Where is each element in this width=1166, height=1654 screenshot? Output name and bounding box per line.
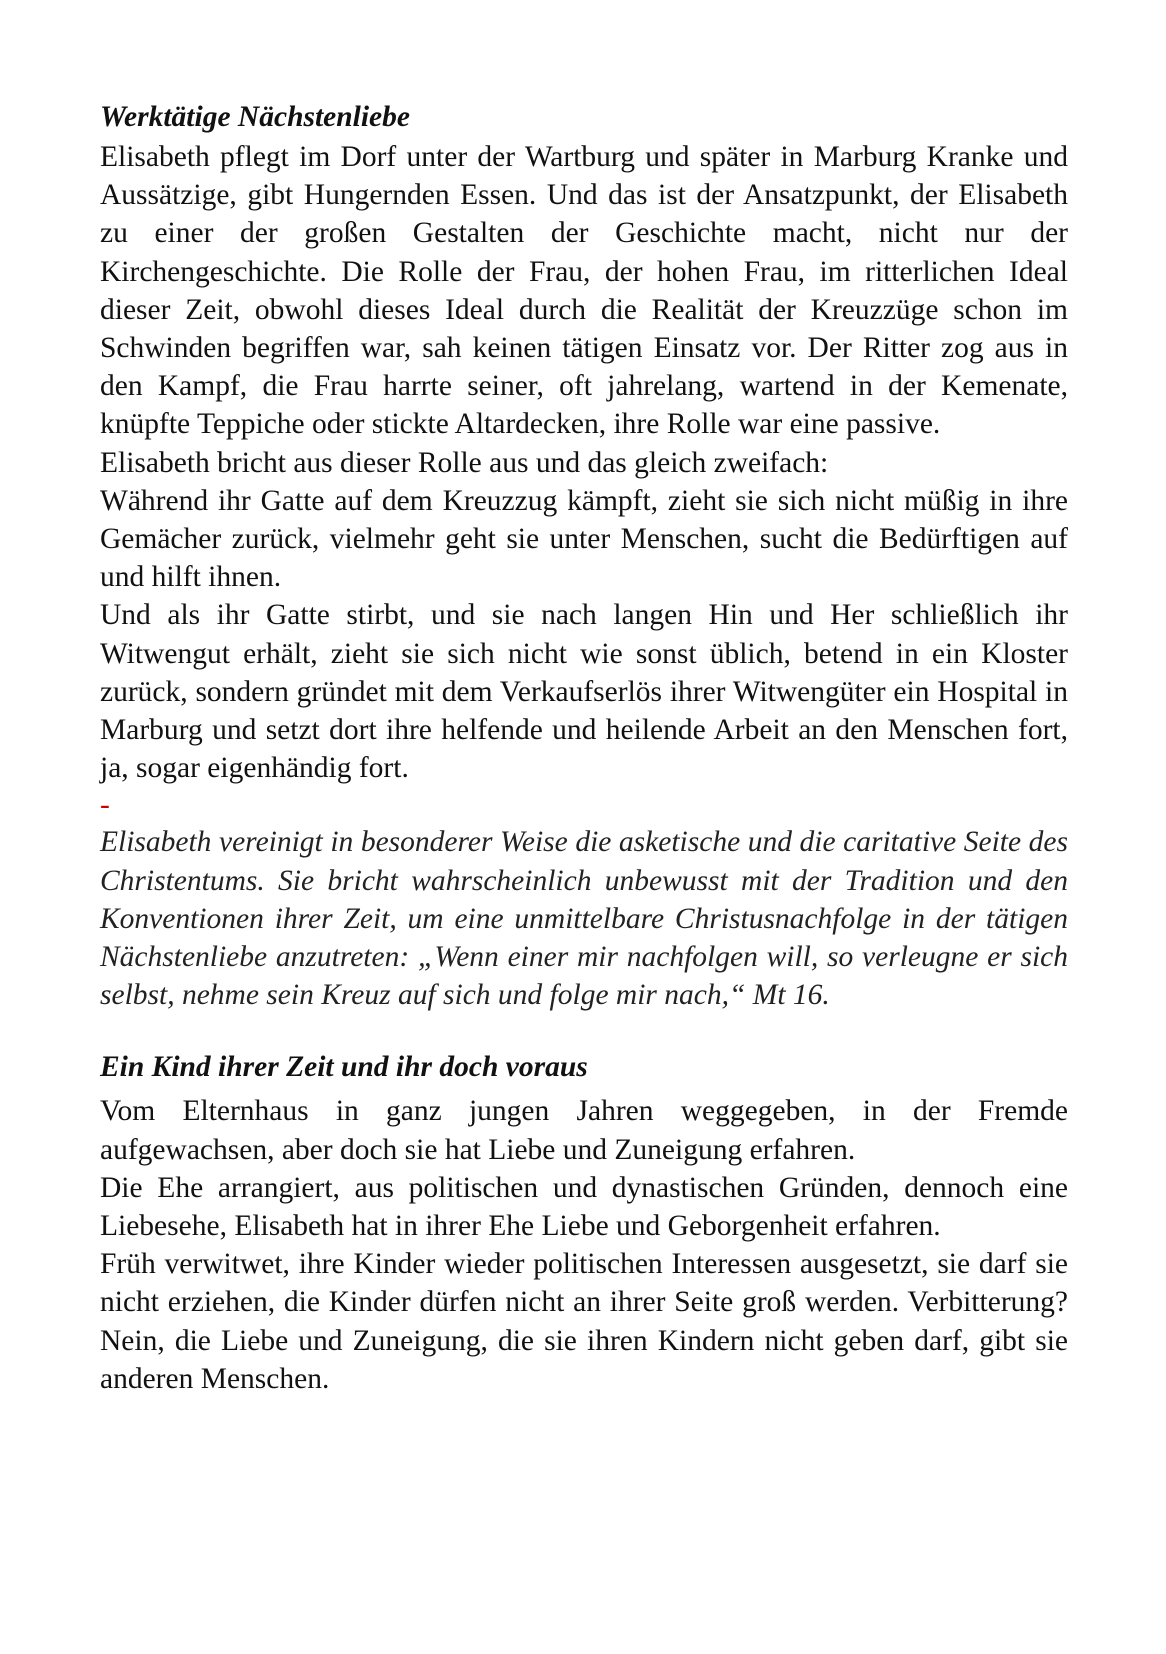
- section-heading-werktaetige-naechstenliebe: Werktätige Nächstenliebe: [100, 101, 410, 133]
- paragraph-elternhaus: Vom Elternhaus in ganz jungen Jahren weggegeben, in der Fremde aufgewachsen, aber doch sie hat Liebe und Zuneigung erfahren.: [100, 1095, 1068, 1166]
- paragraph-verwitwet: Früh verwitwet, ihre Kinder wieder politischen Interessen ausgesetzt, sie darf sie nicht erziehen, die Kinder dürfen nicht an ihrer Seite groß werden. Verbitterung? Nein, die Liebe und Zuneigung, die sie ihren Kindern nicht geben darf, gibt sie anderen Menschen.: [100, 1248, 1068, 1395]
- italic-quote-block: [100, 823, 1068, 1014]
- paragraph-hospital: Und als ihr Gatte stirbt, und sie nach langen Hin und Her schließlich ihr Witwengut erhält, zieht sie sich nicht wie sonst üblich, betend in ein Kloster zurück, sondern gründet mit dem Verkaufserlös ihrer Witwengüter ein Hospital in Marburg und setzt dort ihre helfende und heilende Arbeit an den Menschen fort, ja, sogar eigenhändig fort.: [100, 599, 1068, 785]
- paragraph-kreuzzug: Während ihr Gatte auf dem Kreuzzug kämpft, zieht sie sich nicht müßig in ihre Gemächer zurück, vielmehr geht sie unter Menschen, sucht die Bedürftigen auf und hilft ihnen.: [100, 484, 1068, 594]
- quote-paragraph: Elisabeth vereinigt in besonderer Weise die asketische und die caritative Seite des Christentums. Sie bricht wahrscheinlich unbewusst mit der Tradition und den Konventionen ihrer Zeit, um eine unmittelbare Christusnachfolge in der tätigen Nächstenliebe anzutreten: „Wenn einer mir nachfolgen will, so verleugne er sich selbst, nehme sein Kreuz auf sich und folge mir nach,“ Mt 16.: [100, 826, 1068, 1012]
- paragraph-intro: Elisabeth pflegt im Dorf unter der Wartburg und später in Marburg Kranke und Aussätzige, gibt Hungernden Essen. Und das ist der Ansatzpunkt, der Elisabeth zu einer der großen Gestalten der Geschichte macht, nicht nur der Kirchengeschichte. Die Rolle der Frau, der hohen Frau, im ritterlichen Ideal dieser Zeit, obwohl dieses Ideal durch die Realität der Kreuzzüge schon im Schwinden begriffen war, sah keinen tätigen Einsatz vor. Der Ritter zog aus in den Kampf, die Frau harrte seiner, oft jahrelang, wartend in der Kemenate, knüpfte Teppiche oder stickte Altardecken, ihre Rolle war eine passive.: [100, 141, 1068, 441]
- paragraph-bricht-aus: Elisabeth bricht aus dieser Rolle aus und das gleich zweifach:: [100, 446, 829, 479]
- section-heading-kind-ihrer-zeit: Ein Kind ihrer Zeit und ihr doch voraus: [100, 1051, 588, 1084]
- red-dash-separator: -: [100, 789, 110, 822]
- paragraph-ehe: Die Ehe arrangiert, aus politischen und dynastischen Gründen, dennoch eine Liebesehe, Elisabeth hat in ihrer Ehe Liebe und Geborgenheit erfahren.: [100, 1171, 1068, 1243]
- document-page: [100, 98, 1068, 1398]
